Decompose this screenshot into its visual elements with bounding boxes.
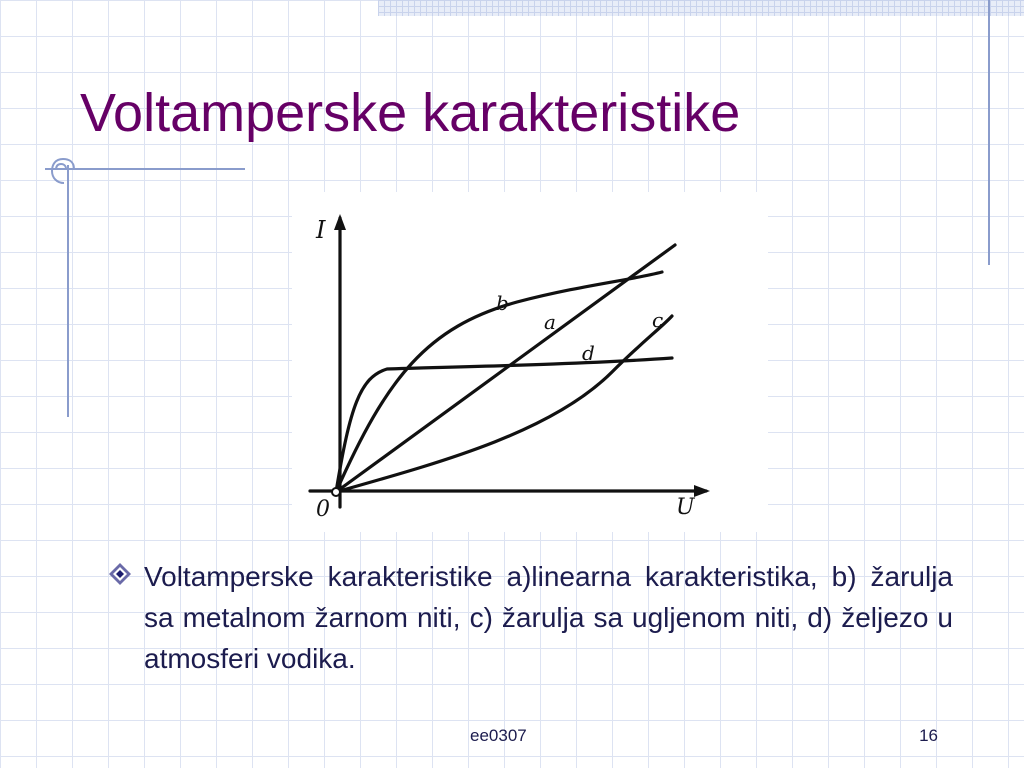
caption-text: Voltamperske karakteristike a)linearna karakteristika, b) žarulja sa metalnom žarnom niti, c) žarulja sa ugljenom niti, d) željezo u atmosferi vodika. bbox=[144, 561, 953, 674]
y-axis-arrowhead bbox=[334, 214, 346, 230]
footer-label: ee0307 bbox=[470, 726, 527, 745]
top-decorative-band bbox=[378, 0, 1024, 16]
diamond-bullet-icon bbox=[108, 562, 132, 586]
curve-label-a: a bbox=[544, 310, 556, 334]
x-axis-arrowhead bbox=[694, 485, 710, 497]
origin-label: 0 bbox=[316, 497, 330, 522]
iv-characteristics-figure bbox=[292, 192, 768, 532]
curve-label-c: c bbox=[652, 308, 664, 332]
caption-bullet-item bbox=[108, 556, 953, 679]
axis-label-u: U bbox=[676, 495, 695, 520]
page-number: 16 bbox=[919, 726, 938, 745]
curve-d bbox=[336, 358, 672, 492]
curve-label-b: b bbox=[496, 291, 509, 315]
iv-diagram-svg bbox=[292, 192, 768, 532]
origin-point bbox=[332, 488, 340, 496]
left-decorative-rule bbox=[67, 165, 69, 417]
corner-ornament-icon bbox=[44, 156, 80, 186]
slide-title: Voltamperske karakteristike bbox=[80, 83, 741, 143]
curve-c bbox=[336, 316, 672, 492]
axis-label-i: I bbox=[316, 216, 326, 244]
right-decorative-rule bbox=[988, 0, 990, 265]
curve-label-d: d bbox=[582, 341, 595, 365]
